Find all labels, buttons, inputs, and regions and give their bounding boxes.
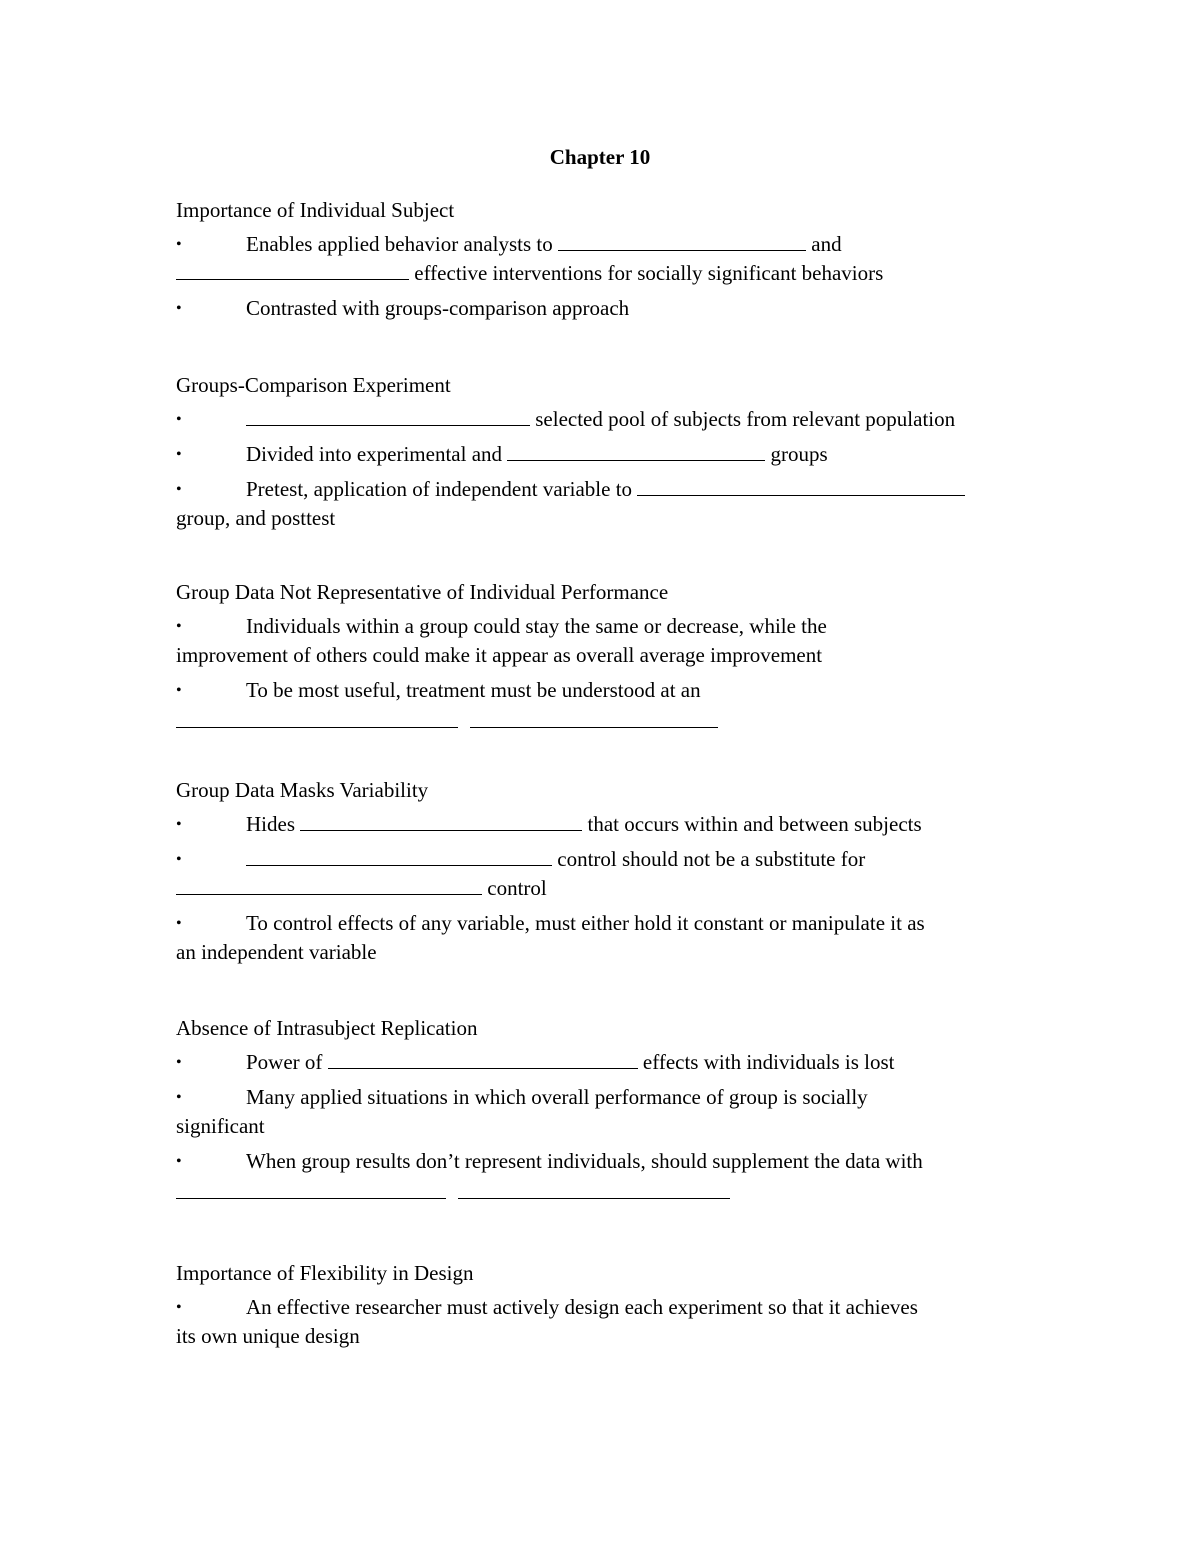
section-importance-of-individual-subject [176,196,1026,329]
section-heading: Group Data Not Representative of Individual Performance [176,580,669,604]
fill-in-blank[interactable] [558,230,806,251]
bullet-icon: • [176,618,182,635]
section-group-data-masks-variability [176,776,1026,973]
section-importance-of-flexibility-in-design [176,1259,1026,1357]
list-item [176,1147,1026,1205]
bullet-icon: • [176,236,182,253]
page-title: Chapter 10 [549,145,651,169]
item-text: Hides [246,812,295,836]
list-item [176,1048,1026,1077]
item-text: effects with individuals is lost [642,1050,895,1074]
item-text: group, and posttest [176,506,336,530]
blank-line [176,1176,1026,1205]
item-text: When group results don’t represent individuals, should supplement the data with [246,1149,923,1173]
section-groups-comparison-experiment [176,371,1026,539]
bullet-icon: • [176,1153,182,1170]
item-text: Enables applied behavior analysts to [246,232,553,256]
item-text: that occurs within and between subjects [587,812,922,836]
bullet-icon: • [176,851,182,868]
fill-in-blank[interactable] [328,1048,638,1069]
fill-in-blank[interactable] [176,1178,446,1199]
fill-in-blank[interactable] [246,405,530,426]
item-text: To control effects of any variable, must either hold it constant or manipulate it as [246,911,925,935]
item-text: An effective researcher must actively design each experiment so that it achieves [246,1295,918,1319]
list-item [176,230,1026,288]
item-text: an independent variable [176,940,377,964]
item-text: its own unique design [176,1324,360,1348]
item-text: effective interventions for socially significant behaviors [414,261,884,285]
bullet-icon: • [176,915,182,932]
blank-line [176,705,1026,734]
item-text: groups [770,442,828,466]
section-heading: Absence of Intrasubject Replication [176,1016,478,1040]
item-text: control [487,876,547,900]
item-text: Power of [246,1050,323,1074]
bullet-icon: • [176,1054,182,1071]
bullet-icon: • [176,1089,182,1106]
section-heading: Importance of Individual Subject [176,198,455,222]
fill-in-blank[interactable] [246,845,552,866]
item-text: and [811,232,842,256]
fill-in-blank[interactable] [176,259,409,280]
item-text: Many applied situations in which overall performance of group is socially [246,1085,868,1109]
bullet-icon: • [176,481,182,498]
item-text: significant [176,1114,265,1138]
list-item [176,1083,1026,1141]
fill-in-blank[interactable] [176,707,458,728]
section-heading: Importance of Flexibility in Design [176,1261,474,1285]
list-item [176,475,1026,533]
item-text: Pretest, application of independent variable to [246,477,633,501]
bullet-icon: • [176,816,182,833]
section-absence-of-intrasubject-replication [176,1014,1026,1211]
section-group-data-not-representative [176,578,1026,740]
list-item [176,1293,1026,1351]
bullet-icon: • [176,446,182,463]
bullet-icon: • [176,1299,182,1316]
list-item [176,845,1026,903]
fill-in-blank[interactable] [458,1178,730,1199]
item-text: To be most useful, treatment must be understood at an [246,678,701,702]
list-item [176,440,1026,469]
fill-in-blank[interactable] [470,707,718,728]
bullet-icon: • [176,411,182,428]
list-item [176,612,1026,670]
item-text: Individuals within a group could stay the same or decrease, while the [246,614,827,638]
list-item [176,909,1026,967]
item-text: improvement of others could make it appear as overall average improvement [176,643,823,667]
list-item [176,676,1026,734]
item-text: Divided into experimental and [246,442,503,466]
section-heading: Groups-Comparison Experiment [176,373,451,397]
item-text: control should not be a substitute for [557,847,866,871]
section-heading: Group Data Masks Variability [176,778,429,802]
item-text: Contrasted with groups-comparison approach [246,296,630,320]
fill-in-blank[interactable] [176,874,482,895]
item-text: selected pool of subjects from relevant population [535,407,956,431]
list-item [176,294,1026,323]
fill-in-blank[interactable] [637,475,965,496]
fill-in-blank[interactable] [300,810,582,831]
fill-in-blank[interactable] [507,440,765,461]
bullet-icon: • [176,300,182,317]
bullet-icon: • [176,682,182,699]
list-item [176,405,1026,434]
list-item [176,810,1026,839]
